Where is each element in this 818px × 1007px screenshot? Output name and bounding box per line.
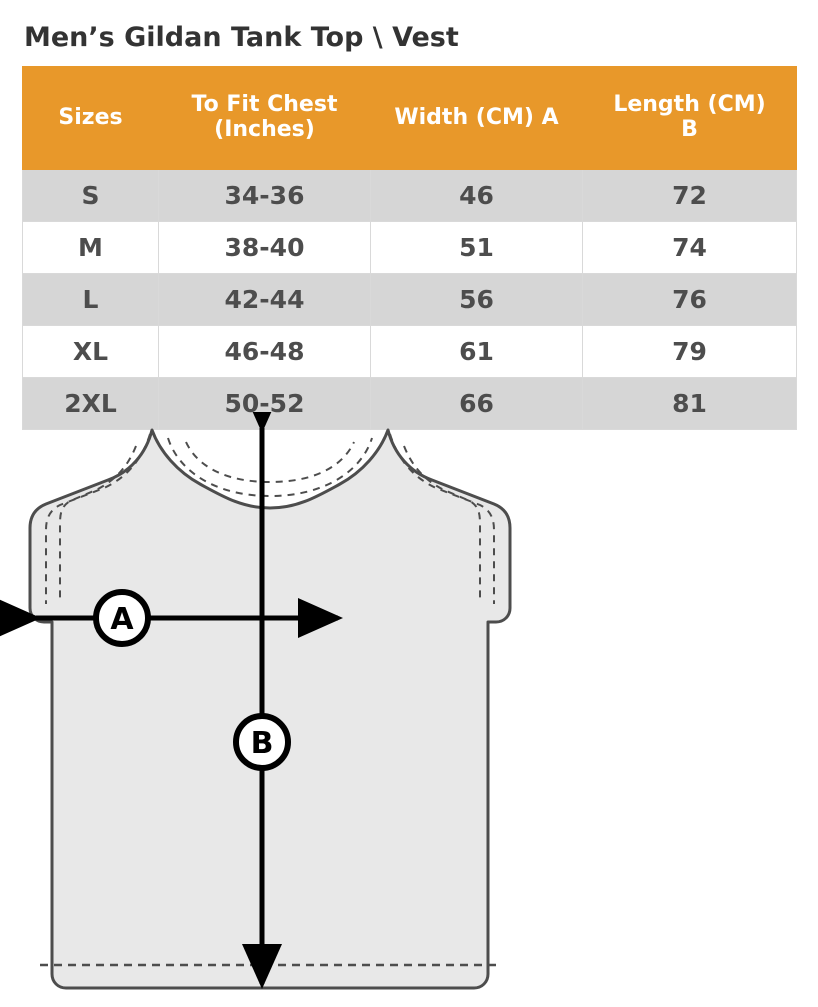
tank-top-illustration — [30, 430, 510, 988]
size-chart-table — [22, 66, 797, 430]
cell-length: 79 — [583, 326, 797, 378]
cell-width: 56 — [371, 274, 583, 326]
table-row — [23, 222, 797, 274]
cell-width: 66 — [371, 378, 583, 430]
badge-b-label: B — [250, 726, 274, 761]
cell-size: L — [23, 274, 159, 326]
cell-length: 72 — [583, 170, 797, 222]
cell-chest: 42-44 — [159, 274, 371, 326]
cell-length: 76 — [583, 274, 797, 326]
garment-diagram — [0, 412, 818, 1007]
cell-size: M — [23, 222, 159, 274]
column-header-length: Length (CM) B — [583, 67, 797, 170]
badge-a-label: A — [110, 602, 134, 637]
column-header-sizes: Sizes — [23, 67, 159, 170]
cell-chest: 50-52 — [159, 378, 371, 430]
table-row — [23, 274, 797, 326]
cell-width: 51 — [371, 222, 583, 274]
cell-chest: 38-40 — [159, 222, 371, 274]
page-title: Men’s Gildan Tank Top \ Vest — [24, 22, 459, 53]
cell-size: XL — [23, 326, 159, 378]
cell-width: 46 — [371, 170, 583, 222]
column-header-chest: To Fit Chest (Inches) — [159, 67, 371, 170]
cell-width: 61 — [371, 326, 583, 378]
cell-size: S — [23, 170, 159, 222]
table-row — [23, 326, 797, 378]
cell-chest: 46-48 — [159, 326, 371, 378]
cell-length: 81 — [583, 378, 797, 430]
table-row — [23, 170, 797, 222]
cell-chest: 34-36 — [159, 170, 371, 222]
cell-length: 74 — [583, 222, 797, 274]
table-header-row — [23, 67, 797, 170]
column-header-width: Width (CM) A — [371, 67, 583, 170]
cell-size: 2XL — [23, 378, 159, 430]
